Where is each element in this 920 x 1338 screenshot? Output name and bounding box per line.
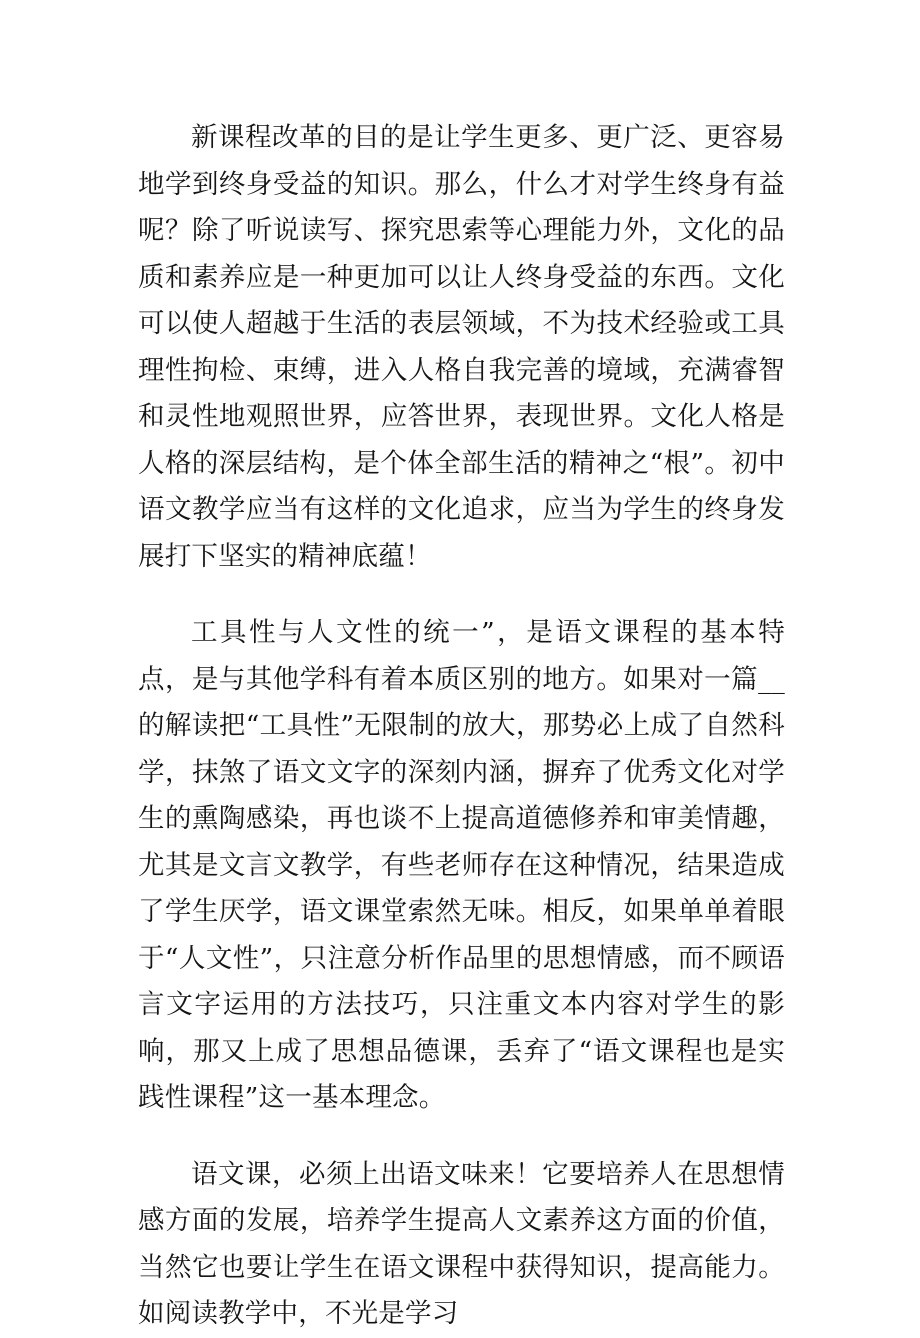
paragraph-3: 语文课，必须上出语文味来！它要培养人在思想情感方面的发展，培养学生提高人文素养这方面的价值，当然它也要让学生在语文课程中获得知识，提高能力。如阅读教学中，不光是学习 [138,1158,785,1329]
document-body [138,115,785,1338]
paragraph-2: 工具性与人文性的统一”，是语文课程的基本特点，是与其他学科有着本质区别的地方。如果对一篇__的解读把“工具性”无限制的放大，那势必上成了自然科学，抹煞了语文文字的深刻内涵，摒弃了优秀文化对学生的熏陶感染，再也谈不上提高道德修养和审美情趣，尤其是文言文教学，有些老师存在这种情况，结果造成了学生厌学，语文课堂索然无味。相反，如果单单着眼于“人文性”，只注意分析作品里的思想情感，而不顾语言文字运用的方法技巧，只注重文本内容对学生的影响，那又上成了思想品德课，丢弃了“语文课程也是实践性课程”这一基本理念。 [138,617,785,1113]
paragraph-1: 新课程改革的目的是让学生更多、更广泛、更容易地学到终身受益的知识。那么，什么才对学生终身有益呢？除了听说读写、探究思索等心理能力外，文化的品质和素养应是一种更加可以让人终身受益的东西。文化可以使人超越于生活的表层领域，不为技术经验或工具理性拘检、束缚，进入人格自我完善的境域，充满睿智和灵性地观照世界，应答世界，表现世界。文化人格是人格的深层结构，是个体全部生活的精神之“根”。初中语文教学应当有这样的文化追求，应当为学生的终身发展打下坚实的精神底蕴！ [138,122,785,572]
